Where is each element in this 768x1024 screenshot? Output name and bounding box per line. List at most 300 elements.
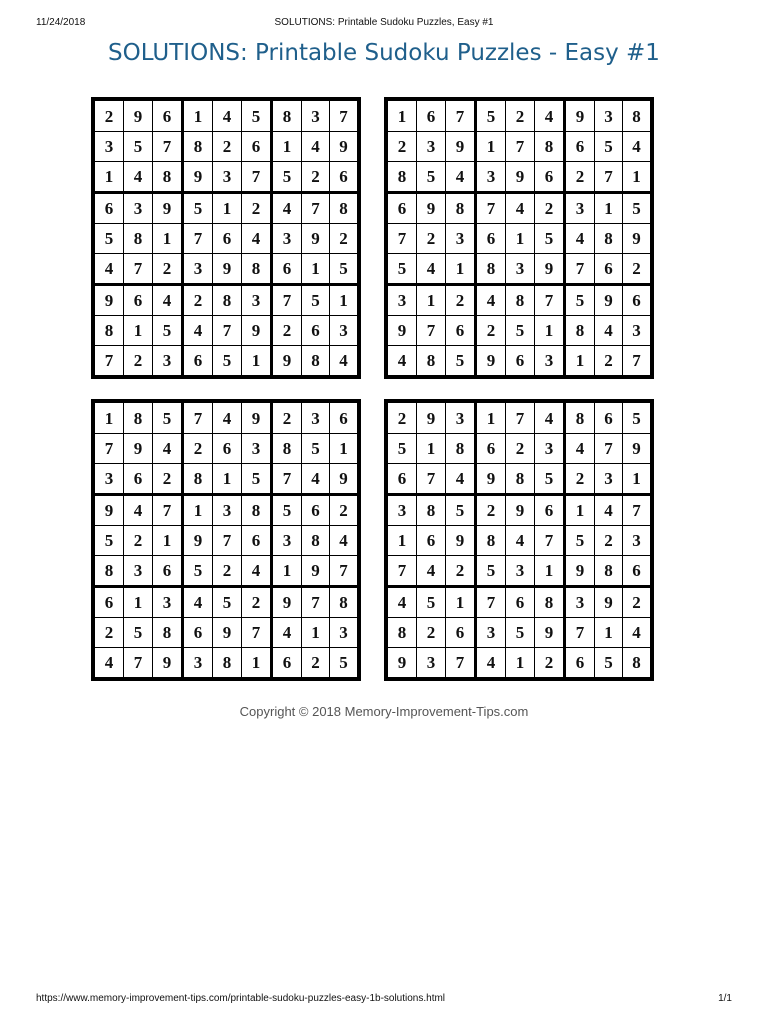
sudoku-cell: 7 (124, 648, 152, 677)
sudoku-cell: 4 (184, 316, 212, 345)
sudoku-cell: 9 (535, 254, 563, 283)
sudoku-cell: 5 (184, 194, 212, 223)
sudoku-cell: 3 (446, 224, 474, 253)
sudoku-cell: 8 (95, 316, 123, 345)
sudoku-cell: 6 (623, 556, 650, 585)
sudoku-cell: 6 (153, 556, 181, 585)
sudoku-cell: 5 (506, 618, 534, 647)
sudoku-cell: 4 (446, 464, 474, 493)
sudoku-cell: 3 (273, 224, 301, 253)
sudoku-cell: 8 (95, 556, 123, 585)
sudoku-board-4 (384, 399, 654, 681)
sudoku-cell: 9 (184, 162, 212, 191)
sudoku-cell: 3 (535, 434, 563, 463)
sudoku-cell: 4 (95, 648, 123, 677)
sudoku-cell: 2 (95, 618, 123, 647)
sudoku-cell: 6 (417, 526, 445, 555)
sudoku-cell: 2 (446, 286, 474, 315)
sudoku-cell: 1 (535, 316, 563, 345)
sudoku-cell: 6 (273, 254, 301, 283)
sudoku-cell: 5 (623, 194, 650, 223)
sudoku-cell: 8 (506, 286, 534, 315)
sudoku-cell: 5 (302, 434, 329, 463)
sudoku-cell: 2 (153, 464, 181, 493)
sudoku-cell: 3 (302, 403, 329, 433)
sudoku-cell: 2 (388, 132, 416, 161)
sudoku-cell: 8 (477, 254, 505, 283)
sudoku-cell: 9 (273, 588, 301, 617)
sudoku-cell: 8 (566, 403, 594, 433)
sudoku-cell: 9 (388, 316, 416, 345)
sudoku-cell: 6 (213, 224, 241, 253)
sudoku-cell: 5 (273, 496, 301, 525)
sudoku-cell: 6 (595, 254, 622, 283)
sudoku-cell: 9 (477, 346, 505, 375)
sudoku-cell: 6 (477, 434, 505, 463)
sudoku-cell: 8 (595, 224, 622, 253)
sudoku-cell: 8 (213, 648, 241, 677)
sudoku-cell: 7 (595, 434, 622, 463)
sudoku-cell: 6 (535, 162, 563, 191)
sudoku-cell: 5 (477, 101, 505, 131)
sudoku-cell: 2 (566, 464, 594, 493)
sudoku-cell: 3 (506, 254, 534, 283)
sudoku-cell: 1 (417, 434, 445, 463)
sudoku-cell: 8 (535, 588, 563, 617)
sudoku-cell: 1 (623, 162, 650, 191)
sudoku-cell: 4 (124, 496, 152, 525)
sudoku-cell: 2 (242, 588, 270, 617)
sudoku-cell: 9 (273, 346, 301, 375)
sudoku-cell: 8 (623, 648, 650, 677)
sudoku-cell: 7 (417, 316, 445, 345)
sudoku-cell: 8 (273, 101, 301, 131)
sudoku-cell: 2 (388, 403, 416, 433)
sudoku-cell: 4 (388, 588, 416, 617)
sudoku-cell: 7 (273, 464, 301, 493)
sudoku-cell: 4 (446, 162, 474, 191)
sudoku-cell: 4 (95, 254, 123, 283)
sudoku-cell: 4 (273, 618, 301, 647)
sudoku-cell: 7 (477, 588, 505, 617)
sudoku-cell: 8 (184, 464, 212, 493)
sudoku-cell: 3 (388, 286, 416, 315)
sudoku-cell: 7 (506, 132, 534, 161)
sudoku-cell: 8 (124, 224, 152, 253)
sudoku-cell: 8 (566, 316, 594, 345)
sudoku-cell: 5 (242, 101, 270, 131)
sudoku-cell: 1 (506, 648, 534, 677)
print-page-number: 1/1 (718, 993, 732, 1004)
sudoku-cell: 4 (213, 101, 241, 131)
sudoku-cell: 9 (184, 526, 212, 555)
sudoku-cell: 4 (242, 556, 270, 585)
sudoku-cell: 9 (506, 162, 534, 191)
sudoku-cell: 8 (506, 464, 534, 493)
sudoku-cell: 3 (330, 316, 357, 345)
sudoku-cell: 8 (388, 618, 416, 647)
sudoku-cell: 9 (242, 403, 270, 433)
sudoku-cell: 7 (184, 403, 212, 433)
sudoku-cell: 2 (242, 194, 270, 223)
sudoku-cell: 4 (595, 496, 622, 525)
sudoku-cell: 6 (184, 346, 212, 375)
sudoku-cell: 5 (535, 464, 563, 493)
sudoku-cell: 2 (124, 526, 152, 555)
sudoku-cell: 9 (535, 618, 563, 647)
sudoku-cell: 7 (302, 194, 329, 223)
sudoku-cell: 4 (417, 254, 445, 283)
sudoku-cell: 4 (302, 464, 329, 493)
sudoku-cell: 5 (184, 556, 212, 585)
sudoku-cell: 7 (213, 316, 241, 345)
sudoku-cell: 4 (330, 346, 357, 375)
sudoku-cell: 1 (124, 588, 152, 617)
sudoku-cell: 9 (566, 101, 594, 131)
sudoku-cell: 8 (302, 346, 329, 375)
sudoku-cell: 3 (242, 286, 270, 315)
sudoku-cell: 8 (417, 496, 445, 525)
sudoku-cell: 7 (273, 286, 301, 315)
sudoku-cell: 2 (273, 316, 301, 345)
sudoku-cell: 8 (446, 434, 474, 463)
sudoku-cell: 1 (595, 618, 622, 647)
sudoku-cell: 9 (446, 132, 474, 161)
sudoku-cell: 1 (153, 526, 181, 555)
sudoku-board-3 (91, 399, 361, 681)
print-header-title: SOLUTIONS: Printable Sudoku Puzzles, Easy #1 (274, 17, 494, 28)
sudoku-cell: 6 (124, 464, 152, 493)
sudoku-cell: 4 (153, 286, 181, 315)
sudoku-cell: 2 (302, 162, 329, 191)
sudoku-cell: 2 (446, 556, 474, 585)
sudoku-cell: 2 (273, 403, 301, 433)
sudoku-cell: 6 (273, 648, 301, 677)
print-date: 11/24/2018 (36, 17, 86, 28)
sudoku-cell: 4 (153, 434, 181, 463)
sudoku-cell: 4 (535, 101, 563, 131)
sudoku-board-1 (91, 97, 361, 379)
sudoku-cell: 7 (566, 254, 594, 283)
sudoku-cell: 5 (417, 162, 445, 191)
sudoku-cell: 5 (153, 316, 181, 345)
sudoku-cell: 1 (213, 464, 241, 493)
sudoku-cell: 2 (213, 556, 241, 585)
sudoku-cell: 7 (388, 224, 416, 253)
sudoku-cell: 1 (566, 496, 594, 525)
sudoku-cell: 9 (566, 556, 594, 585)
sudoku-cell: 6 (153, 101, 181, 131)
sudoku-cell: 1 (153, 224, 181, 253)
sudoku-cell: 9 (302, 224, 329, 253)
sudoku-cell: 7 (95, 346, 123, 375)
sudoku-cell: 1 (273, 556, 301, 585)
sudoku-cell: 6 (595, 403, 622, 433)
sudoku-cell: 3 (535, 346, 563, 375)
sudoku-cell: 2 (330, 224, 357, 253)
sudoku-cell: 5 (566, 286, 594, 315)
sudoku-cell: 3 (595, 464, 622, 493)
sudoku-cell: 2 (95, 101, 123, 131)
sudoku-cell: 8 (124, 403, 152, 433)
sudoku-cell: 4 (302, 132, 329, 161)
sudoku-cell: 7 (535, 286, 563, 315)
sudoku-cell: 8 (242, 496, 270, 525)
sudoku-cell: 1 (446, 254, 474, 283)
sudoku-cell: 6 (388, 194, 416, 223)
sudoku-cell: 9 (446, 526, 474, 555)
sudoku-cell: 2 (477, 496, 505, 525)
sudoku-cell: 6 (506, 346, 534, 375)
sudoku-cell: 1 (184, 496, 212, 525)
sudoku-cell: 3 (242, 434, 270, 463)
sudoku-cell: 4 (506, 526, 534, 555)
sudoku-cell: 2 (506, 101, 534, 131)
sudoku-cell: 4 (213, 403, 241, 433)
sudoku-cell: 3 (477, 162, 505, 191)
sudoku-cell: 2 (124, 346, 152, 375)
sudoku-cell: 2 (184, 286, 212, 315)
sudoku-cell: 7 (153, 496, 181, 525)
sudoku-cell: 3 (566, 588, 594, 617)
sudoku-cell: 2 (535, 194, 563, 223)
sudoku-cell: 3 (124, 194, 152, 223)
sudoku-cell: 2 (623, 588, 650, 617)
sudoku-cell: 5 (417, 588, 445, 617)
sudoku-cell: 8 (153, 162, 181, 191)
sudoku-cell: 5 (242, 464, 270, 493)
sudoku-cell: 7 (95, 434, 123, 463)
sudoku-cell: 5 (477, 556, 505, 585)
sudoku-cell: 9 (302, 556, 329, 585)
sudoku-cell: 2 (566, 162, 594, 191)
sudoku-cell: 4 (566, 434, 594, 463)
sudoku-cell: 4 (417, 556, 445, 585)
sudoku-cell: 7 (213, 526, 241, 555)
sudoku-cell: 2 (535, 648, 563, 677)
sudoku-cell: 3 (417, 132, 445, 161)
sudoku-cell: 5 (535, 224, 563, 253)
sudoku-cell: 6 (184, 618, 212, 647)
sudoku-cell: 2 (477, 316, 505, 345)
sudoku-cell: 5 (330, 254, 357, 283)
sudoku-cell: 9 (417, 194, 445, 223)
sudoku-cell: 4 (566, 224, 594, 253)
sudoku-cell: 4 (388, 346, 416, 375)
sudoku-cell: 3 (213, 496, 241, 525)
sudoku-cell: 9 (417, 403, 445, 433)
sudoku-cell: 1 (477, 403, 505, 433)
sudoku-cell: 5 (302, 286, 329, 315)
sudoku-cell: 3 (330, 618, 357, 647)
sudoku-cell: 3 (213, 162, 241, 191)
sudoku-cell: 6 (388, 464, 416, 493)
sudoku-cell: 1 (242, 648, 270, 677)
sudoku-cell: 9 (506, 496, 534, 525)
sudoku-cell: 1 (446, 588, 474, 617)
sudoku-cell: 2 (506, 434, 534, 463)
sudoku-cell: 7 (184, 224, 212, 253)
sudoku-cell: 3 (153, 588, 181, 617)
sudoku-cell: 5 (446, 496, 474, 525)
sudoku-cell: 6 (330, 403, 357, 433)
sudoku-cell: 7 (535, 526, 563, 555)
sudoku-cell: 9 (242, 316, 270, 345)
sudoku-cell: 9 (124, 101, 152, 131)
sudoku-cell: 7 (623, 496, 650, 525)
sudoku-cell: 6 (95, 194, 123, 223)
sudoku-cell: 9 (595, 286, 622, 315)
copyright-notice: Copyright © 2018 Memory-Improvement-Tips.com (239, 704, 529, 719)
sudoku-cell: 6 (242, 526, 270, 555)
sudoku-cell: 2 (595, 526, 622, 555)
sudoku-cell: 3 (273, 526, 301, 555)
sudoku-cell: 9 (477, 464, 505, 493)
sudoku-cell: 2 (595, 346, 622, 375)
sudoku-cell: 9 (213, 618, 241, 647)
sudoku-cell: 4 (477, 648, 505, 677)
sudoku-cell: 1 (477, 132, 505, 161)
sudoku-cell: 7 (242, 618, 270, 647)
sudoku-cell: 2 (153, 254, 181, 283)
sudoku-cell: 8 (446, 194, 474, 223)
sudoku-cell: 9 (623, 434, 650, 463)
sudoku-cell: 3 (302, 101, 329, 131)
sudoku-cell: 1 (184, 101, 212, 131)
sudoku-cell: 4 (535, 403, 563, 433)
sudoku-cell: 5 (330, 648, 357, 677)
sudoku-cell: 3 (388, 496, 416, 525)
sudoku-cell: 5 (213, 346, 241, 375)
sudoku-cell: 9 (95, 496, 123, 525)
sudoku-cell: 7 (446, 648, 474, 677)
sudoku-cell: 3 (446, 403, 474, 433)
sudoku-cell: 1 (330, 286, 357, 315)
sudoku-cell: 1 (623, 464, 650, 493)
sudoku-cell: 6 (566, 132, 594, 161)
sudoku-cell: 5 (213, 588, 241, 617)
sudoku-cell: 1 (388, 526, 416, 555)
sudoku-cell: 9 (95, 286, 123, 315)
sudoku-cell: 3 (417, 648, 445, 677)
sudoku-cell: 1 (535, 556, 563, 585)
sudoku-cell: 9 (124, 434, 152, 463)
sudoku-cell: 5 (124, 132, 152, 161)
sudoku-cell: 5 (506, 316, 534, 345)
sudoku-cell: 3 (184, 648, 212, 677)
sudoku-cell: 7 (330, 556, 357, 585)
sudoku-cell: 6 (242, 132, 270, 161)
sudoku-cell: 3 (623, 526, 650, 555)
sudoku-cell: 6 (477, 224, 505, 253)
sudoku-cell: 5 (446, 346, 474, 375)
sudoku-cell: 7 (595, 162, 622, 191)
sudoku-cell: 7 (124, 254, 152, 283)
sudoku-cell: 2 (302, 648, 329, 677)
sudoku-cell: 2 (623, 254, 650, 283)
sudoku-cell: 9 (388, 648, 416, 677)
sudoku-cell: 6 (623, 286, 650, 315)
sudoku-cell: 2 (417, 618, 445, 647)
sudoku-cell: 1 (388, 101, 416, 131)
sudoku-cell: 5 (595, 132, 622, 161)
sudoku-cell: 8 (302, 526, 329, 555)
sudoku-cell: 4 (623, 132, 650, 161)
sudoku-cell: 1 (124, 316, 152, 345)
sudoku-cell: 7 (242, 162, 270, 191)
sudoku-grid (91, 97, 654, 674)
sudoku-cell: 7 (417, 464, 445, 493)
sudoku-cell: 1 (213, 194, 241, 223)
sudoku-cell: 3 (623, 316, 650, 345)
sudoku-cell: 7 (302, 588, 329, 617)
sudoku-cell: 4 (595, 316, 622, 345)
page-title: SOLUTIONS: Printable Sudoku Puzzles - Easy #1 (108, 40, 660, 66)
sudoku-cell: 6 (566, 648, 594, 677)
sudoku-cell: 5 (388, 254, 416, 283)
sudoku-cell: 3 (153, 346, 181, 375)
sudoku-cell: 5 (124, 618, 152, 647)
sudoku-cell: 5 (388, 434, 416, 463)
sudoku-cell: 5 (566, 526, 594, 555)
sudoku-cell: 1 (566, 346, 594, 375)
sudoku-cell: 8 (417, 346, 445, 375)
sudoku-board-2 (384, 97, 654, 379)
sudoku-cell: 4 (506, 194, 534, 223)
sudoku-cell: 9 (623, 224, 650, 253)
sudoku-cell: 7 (623, 346, 650, 375)
sudoku-cell: 8 (273, 434, 301, 463)
sudoku-cell: 3 (124, 556, 152, 585)
sudoku-cell: 5 (595, 648, 622, 677)
sudoku-cell: 7 (446, 101, 474, 131)
sudoku-cell: 9 (213, 254, 241, 283)
sudoku-cell: 8 (330, 588, 357, 617)
sudoku-cell: 9 (330, 464, 357, 493)
sudoku-cell: 1 (95, 162, 123, 191)
sudoku-cell: 4 (273, 194, 301, 223)
print-footer-url: https://www.memory-improvement-tips.com/printable-sudoku-puzzles-easy-1b-solutions.html (36, 993, 446, 1004)
sudoku-cell: 8 (184, 132, 212, 161)
sudoku-cell: 8 (153, 618, 181, 647)
sudoku-cell: 5 (95, 224, 123, 253)
sudoku-cell: 4 (623, 618, 650, 647)
sudoku-cell: 1 (330, 434, 357, 463)
sudoku-cell: 6 (417, 101, 445, 131)
sudoku-cell: 8 (623, 101, 650, 131)
sudoku-cell: 6 (535, 496, 563, 525)
sudoku-cell: 3 (477, 618, 505, 647)
sudoku-cell: 6 (302, 316, 329, 345)
sudoku-cell: 3 (95, 132, 123, 161)
sudoku-cell: 6 (446, 618, 474, 647)
sudoku-cell: 3 (595, 101, 622, 131)
sudoku-cell: 9 (153, 648, 181, 677)
sudoku-cell: 4 (330, 526, 357, 555)
sudoku-cell: 6 (124, 286, 152, 315)
sudoku-cell: 6 (95, 588, 123, 617)
sudoku-cell: 4 (477, 286, 505, 315)
sudoku-cell: 9 (153, 194, 181, 223)
sudoku-cell: 4 (242, 224, 270, 253)
sudoku-cell: 1 (506, 224, 534, 253)
sudoku-cell: 2 (213, 132, 241, 161)
sudoku-cell: 8 (330, 194, 357, 223)
sudoku-cell: 5 (153, 403, 181, 433)
sudoku-cell: 6 (302, 496, 329, 525)
sudoku-cell: 9 (330, 132, 357, 161)
sudoku-cell: 6 (330, 162, 357, 191)
